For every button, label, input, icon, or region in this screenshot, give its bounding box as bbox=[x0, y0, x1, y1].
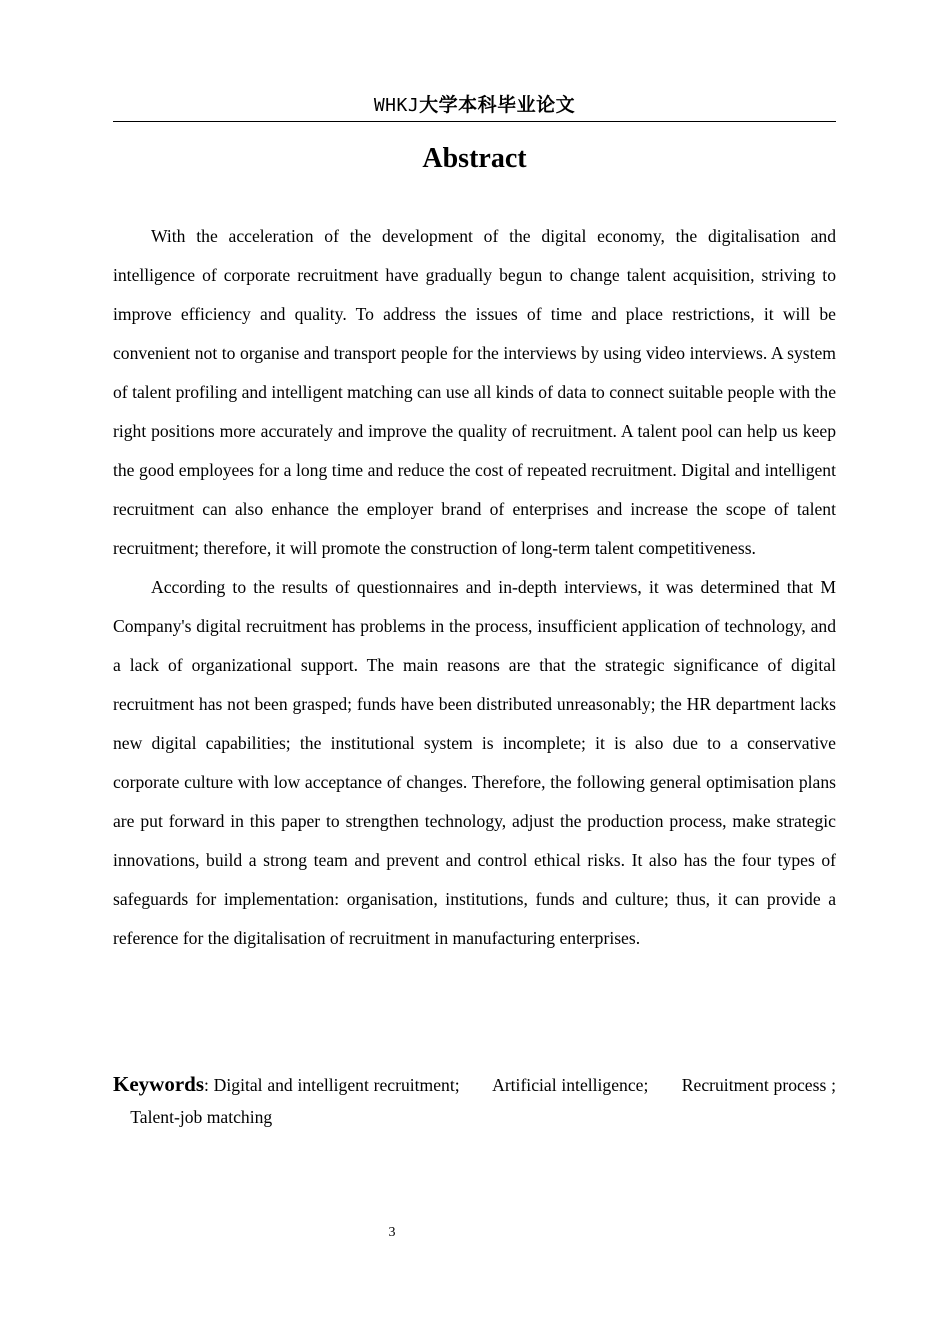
keyword-item-3: Recruitment process ; bbox=[681, 1075, 836, 1095]
page-number: 3 bbox=[388, 1225, 396, 1240]
keyword-item-1: Digital and intelligent recruitment; bbox=[213, 1075, 460, 1095]
running-header bbox=[113, 92, 836, 119]
header-institution-code: WHKJ bbox=[373, 95, 420, 116]
abstract-paragraph-2: According to the results of questionnaires and in-depth interviews, it was determined that M Company's digital recruitment has problems in the process, insufficient application of technology, and a lack of organizational support. The main reasons are that the strategic significance of digital recruitment has not been grasped; funds have been distributed unreasonably; the HR department lacks new digital capabilities; the institutional system is incomplete; it is also due to a conservative corporate culture with low acceptance of changes. Therefore, the following general optimisation plans are put forward in this paper to strengthen technology, adjust the production process, make strategic innovations, build a strong team and prevent and control ethical risks. It also has the four types of safeguards for implementation: organisation, institutions, funds and culture; thus, it can provide a reference for the digitalisation of recruitment in manufacturing enterprises. bbox=[113, 577, 836, 948]
header-thesis-type: 大学本科毕业论文 bbox=[419, 94, 576, 116]
keywords-label: Keywords bbox=[113, 1072, 204, 1096]
keyword-item-2: Artificial intelligence; bbox=[492, 1075, 649, 1095]
abstract-body bbox=[113, 217, 836, 958]
keywords-colon: : bbox=[204, 1075, 209, 1095]
abstract-title: Abstract bbox=[422, 143, 527, 174]
keywords-line bbox=[113, 1068, 836, 1133]
abstract-paragraph-1: With the acceleration of the development of the digital economy, the digitalisation and intelligence of corporate recruitment have gradually begun to change talent acquisition, striving to improve efficiency and quality. To address the issues of time and place restrictions, it will be convenient not to organise and transport people for the interviews by using video interviews. A system of talent profiling and intelligent matching can use all kinds of data to connect suitable people with the right positions more accurately and improve the quality of recruitment. A talent pool can help us keep the good employees for a long time and reduce the cost of repeated recruitment. Digital and intelligent recruitment can also enhance the employer brand of enterprises and increase the scope of talent recruitment; therefore, it will promote the construction of long-term talent competitiveness. bbox=[113, 226, 836, 558]
header-rule bbox=[113, 121, 836, 122]
keyword-item-4: Talent-job matching bbox=[130, 1107, 273, 1127]
